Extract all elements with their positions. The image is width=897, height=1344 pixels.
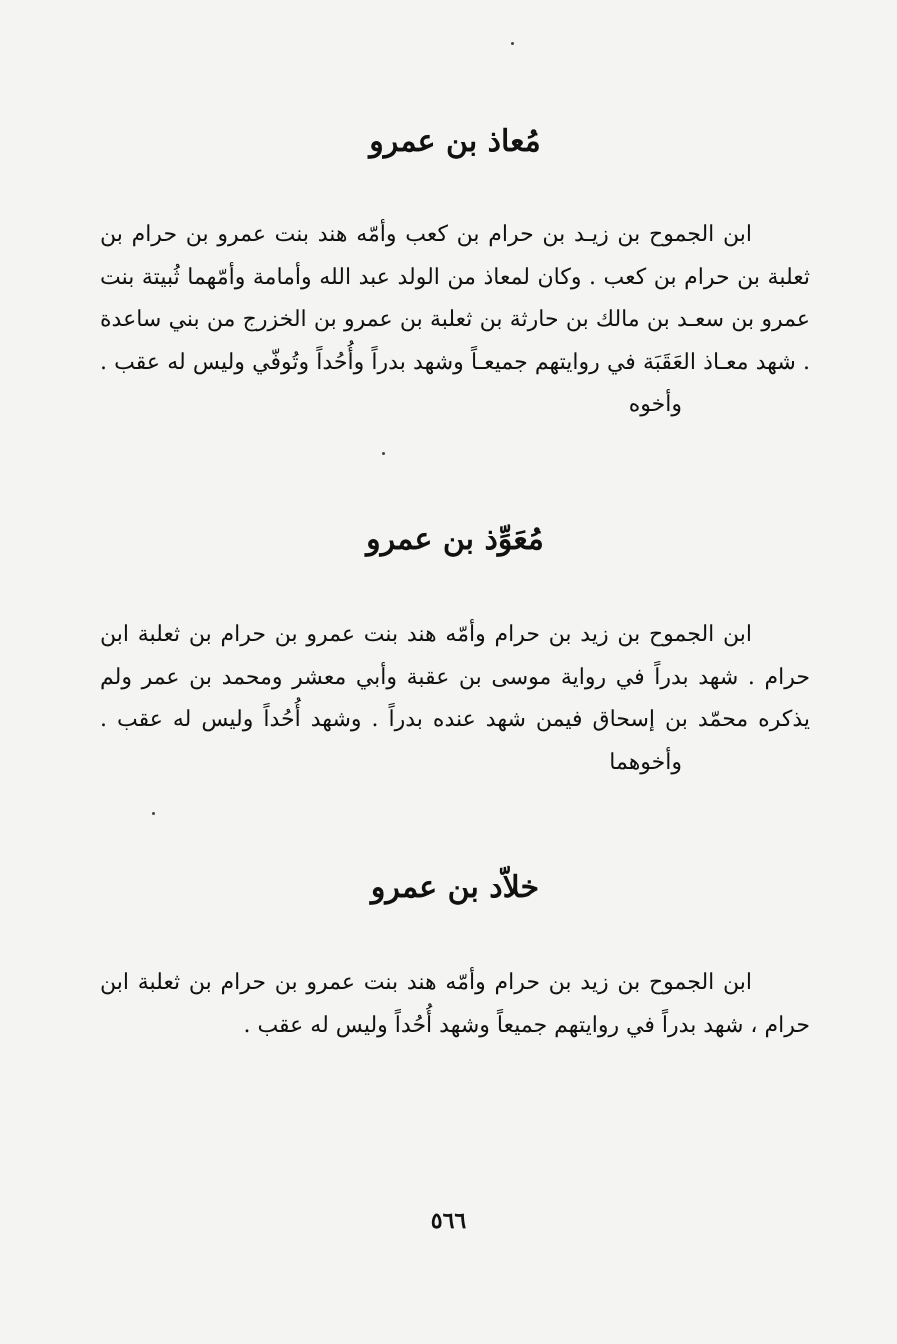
- entry-text: [100, 214, 810, 427]
- entry-title: مُعاذ بن عمرو: [369, 124, 541, 159]
- entry-title: خلاّد بن عمرو: [370, 870, 540, 905]
- print-speck: [382, 452, 385, 455]
- entry-khallad: [100, 868, 810, 1047]
- print-speck: [511, 42, 514, 45]
- entry-tail: وأخوه: [628, 392, 682, 417]
- entry-muawwidh: [100, 520, 810, 784]
- page-number: ٥٦٦: [430, 1208, 467, 1234]
- entry-body: ابن الجموح بن زيد بن حرام وأمّه هند بنت عمرو بن حرام بن ثعلبة ابن حرام ، شهد بدراً في روايتهم جميعاً وشهد أُحُداً وليس له عقب .: [100, 970, 810, 1038]
- entry-tail: وأخوهما: [609, 749, 682, 775]
- print-speck: [152, 812, 155, 815]
- entry-muadh: [100, 122, 810, 427]
- entry-title: مُعَوِّذ بن عمرو: [366, 522, 544, 557]
- entry-text: [100, 614, 810, 784]
- entry-body: ابن الجموح بن زيد بن حرام وأمّه هند بنت عمرو بن حرام بن ثعلبة ابن حرام . شهد بدراً في رواية موسى بن عقبة وأبي معشر ومحمد بن عمر ولم يذكره محمّد بن إسحاق فيمن شهد عنده بدراً . وشهد أُحُداً وليس له عقب .: [100, 622, 810, 732]
- entry-text: [100, 962, 810, 1047]
- entry-body: ابن الجموح بن زيـد بن حرام بن كعب وأمّه هند بنت عمرو بن حرام بن ثعلبة بن حرام بن كعب . وكان لمعاذ من الولد عبد الله وأمامة وأمّهما ثُبيتة بنت عمرو بن سعـد بن مالك بن حارثة بن ثعلبة بن عمرو بن الخزرج من بني ساعدة . شهد معـاذ العَقَبَة في روايتهم جميعـاً وشهد بدراً وأُحُداً وتُوفّي وليس له عقب .: [100, 222, 810, 375]
